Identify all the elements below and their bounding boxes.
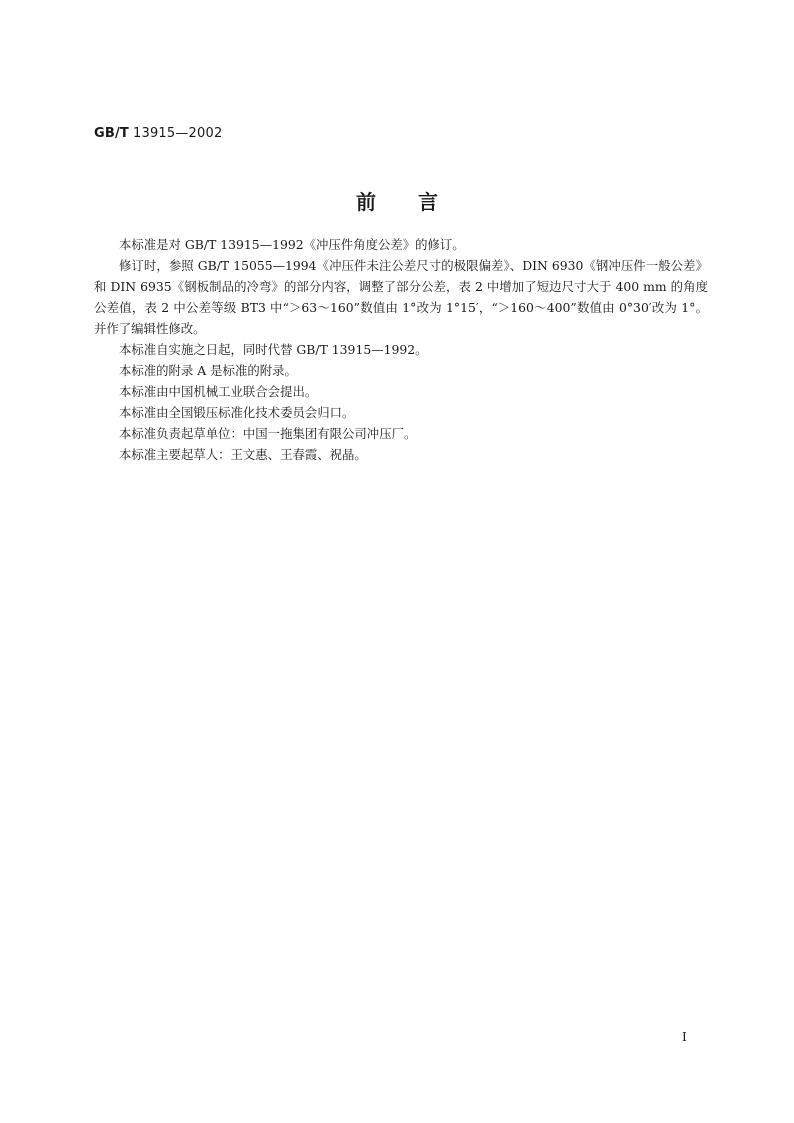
paragraph-replaces: 本标准自实施之日起，同时代替 GB/T 13915—1992。 (119, 342, 428, 357)
paragraph-changes: 修订时，参照 GB/T 15055—1994《冲压件未注公差尺寸的极限偏差》、DIN 6930《钢冲压件一般公差》和 DIN 6935《钢板制品的冷弯》的部分内容，调整了部分公差，表 2 中增加了短边尺寸大于 400 mm 的角度公差值，表 2 中公差等级 BT3 中“＞63～160”数值由 1°改为 1°15′，“＞160～400”数值由 0°30′改为 1°。并作了编辑性修改。 (94, 258, 708, 336)
paragraph-centralized-by: 本标准由全国锻压标准化技术委员会归口。 (119, 405, 355, 420)
standard-number: 13915—2002 (133, 126, 223, 141)
paragraph-appendix: 本标准的附录 A 是标准的附录。 (119, 363, 297, 378)
standard-code: GB/T (94, 126, 129, 141)
page-number: I (682, 1030, 687, 1044)
foreword-body (94, 234, 708, 465)
paragraph-drafters: 本标准主要起草人：王文惠、王春霞、祝晶。 (119, 447, 367, 462)
page-title: 前言 (356, 190, 480, 214)
standard-code-header (94, 126, 222, 141)
paragraph-revision: 本标准是对 GB/T 13915—1992《冲压件角度公差》的修订。 (119, 237, 465, 252)
paragraph-drafting-unit: 本标准负责起草单位：中国一拖集团有限公司冲压厂。 (119, 426, 417, 441)
paragraph-proposed-by: 本标准由中国机械工业联合会提出。 (119, 384, 318, 399)
